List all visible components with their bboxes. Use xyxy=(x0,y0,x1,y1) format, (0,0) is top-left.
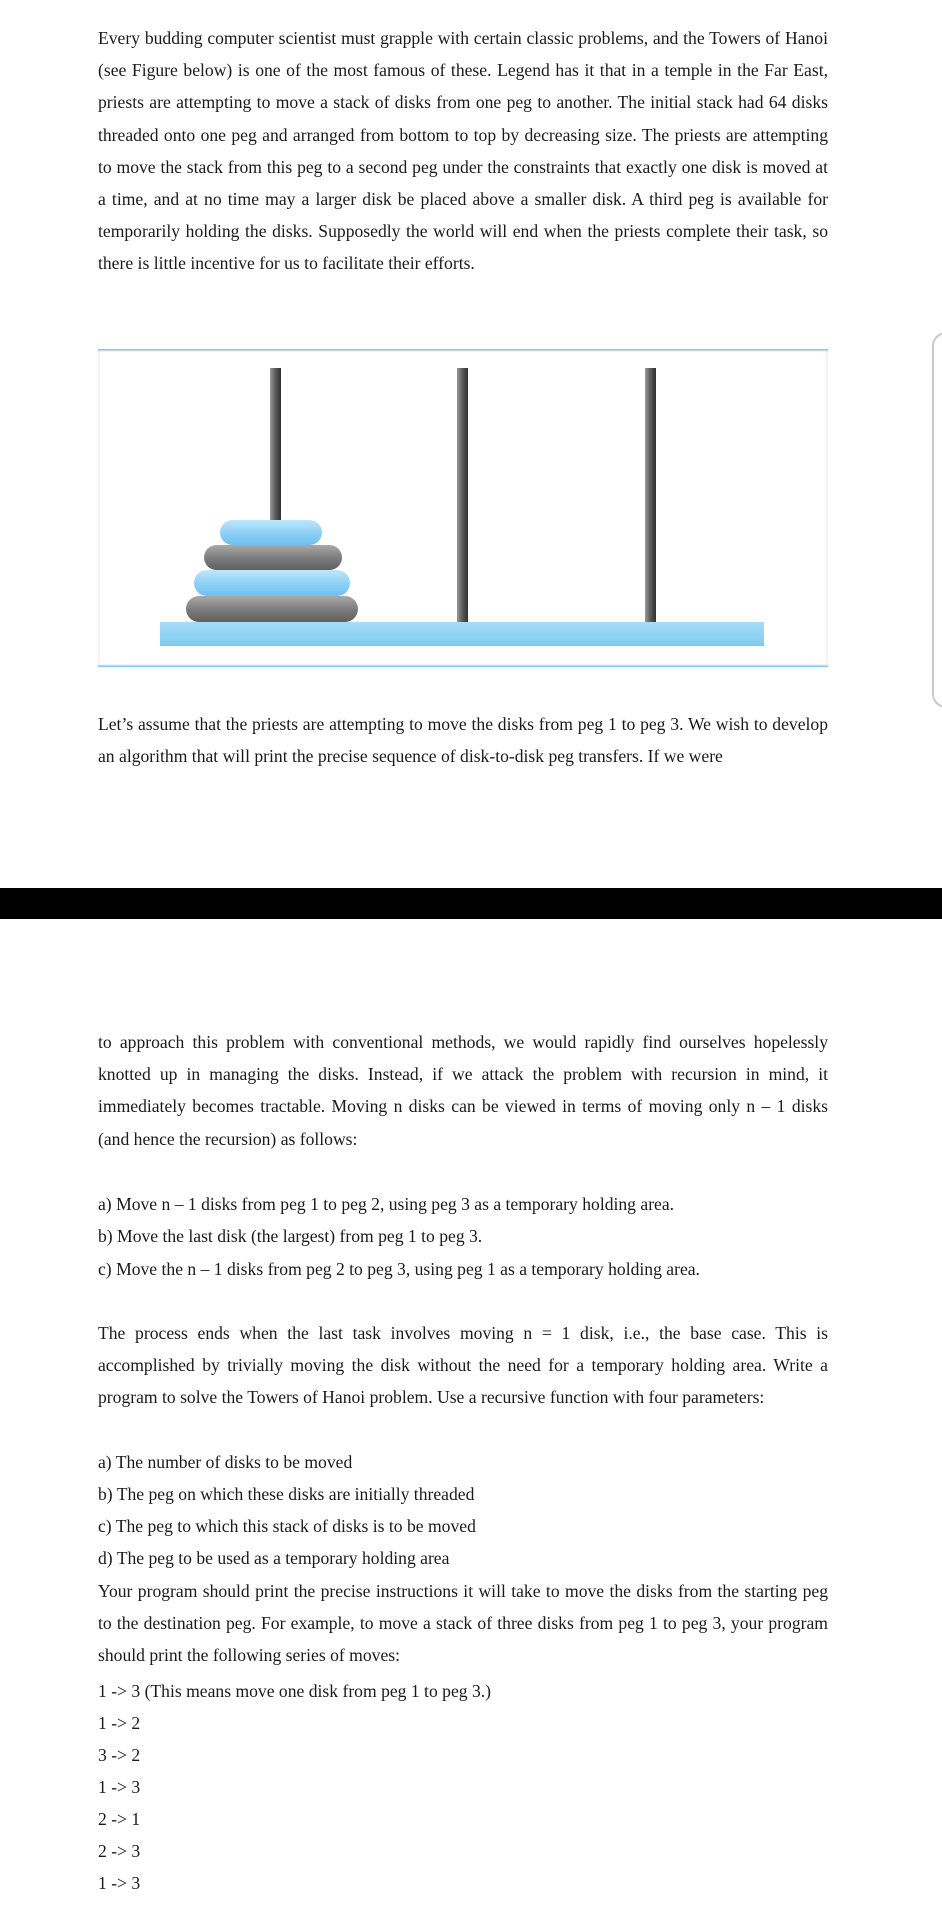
move-4: 1 -> 3 xyxy=(98,1777,141,1797)
param-b: b) The peg on which these disks are initially threaded xyxy=(98,1484,475,1504)
disk-4 xyxy=(186,596,358,622)
paragraph-2-part-1: Let’s assume that the priests are attempting to move the disks from peg 1 to peg 3. We wish to develop an algorithm that will print the precise sequence of disk-to-disk peg transfers. If we were xyxy=(98,714,828,767)
towers-of-hanoi-figure xyxy=(98,348,828,668)
step-c: c) Move the n – 1 disks from peg 2 to peg 3, using peg 1 as a temporary holding area. xyxy=(98,1259,700,1279)
param-d: d) The peg to be used as a temporary holding area xyxy=(98,1548,450,1568)
peg-3 xyxy=(645,368,656,622)
step-a: a) Move n – 1 disks from peg 1 to peg 2, using peg 3 as a temporary holding area. xyxy=(98,1194,675,1214)
move-5: 2 -> 1 xyxy=(98,1809,141,1829)
move-1: 1 -> 3 (This means move one disk from peg 1 to peg 3.) xyxy=(98,1681,491,1701)
move-6: 2 -> 3 xyxy=(98,1841,141,1861)
paragraph-2-part-2: to approach this problem with conventional methods, we would rapidly find ourselves hopelessly knotted up in managing the disks. Instead, if we attack the problem with recursion in mind, it immediately becomes tractable. Moving n disks can be viewed in terms of moving only n – 1 disks (and hence the recursion) as follows: xyxy=(98,1032,828,1149)
peg-base xyxy=(160,622,764,646)
edge-bracket xyxy=(932,332,942,708)
disk-1 xyxy=(220,520,322,545)
move-2: 1 -> 2 xyxy=(98,1713,141,1733)
step-b: b) Move the last disk (the largest) from peg 1 to peg 3. xyxy=(98,1226,483,1246)
paragraph-3: The process ends when the last task involves moving n = 1 disk, i.e., the base case. This is accomplished by trivially moving the disk without the need for a temporary holding area. Write a program to solve the Towers of Hanoi problem. Use a recursive function with four parameters: xyxy=(98,1323,828,1408)
paragraph-4: Your program should print the precise instructions it will take to move the disks from the starting peg to the destination peg. For example, to move a stack of three disks from peg 1 to peg 3, your program should print the following series of moves: xyxy=(98,1581,828,1666)
intro-paragraph: Every budding computer scientist must grapple with certain classic problems, and the Towers of Hanoi (see Figure below) is one of the most famous of these. Legend has it that in a temple in the Far East, priests are attempting to move a stack of disks from one peg to another. The initial stack had 64 disks threaded onto one peg and arranged from bottom to top by decreasing size. The priests are attempting to move the stack from this peg to a second peg under the constraints that exactly one disk is moved at a time, and at no time may a larger disk be placed above a smaller disk. A third peg is available for temporarily holding the disks. Supposedly the world will end when the priests complete their task, so there is little incentive for us to facilitate their efforts. xyxy=(98,28,828,274)
move-7: 1 -> 3 xyxy=(98,1873,141,1893)
param-c: c) The peg to which this stack of disks is to be moved xyxy=(98,1516,476,1536)
move-3: 3 -> 2 xyxy=(98,1745,141,1765)
param-a: a) The number of disks to be moved xyxy=(98,1452,353,1472)
towers-of-hanoi-illustration xyxy=(98,348,828,668)
disk-3 xyxy=(194,570,350,596)
page-break-band xyxy=(0,888,942,919)
disk-2 xyxy=(204,545,342,570)
peg-2 xyxy=(457,368,468,622)
